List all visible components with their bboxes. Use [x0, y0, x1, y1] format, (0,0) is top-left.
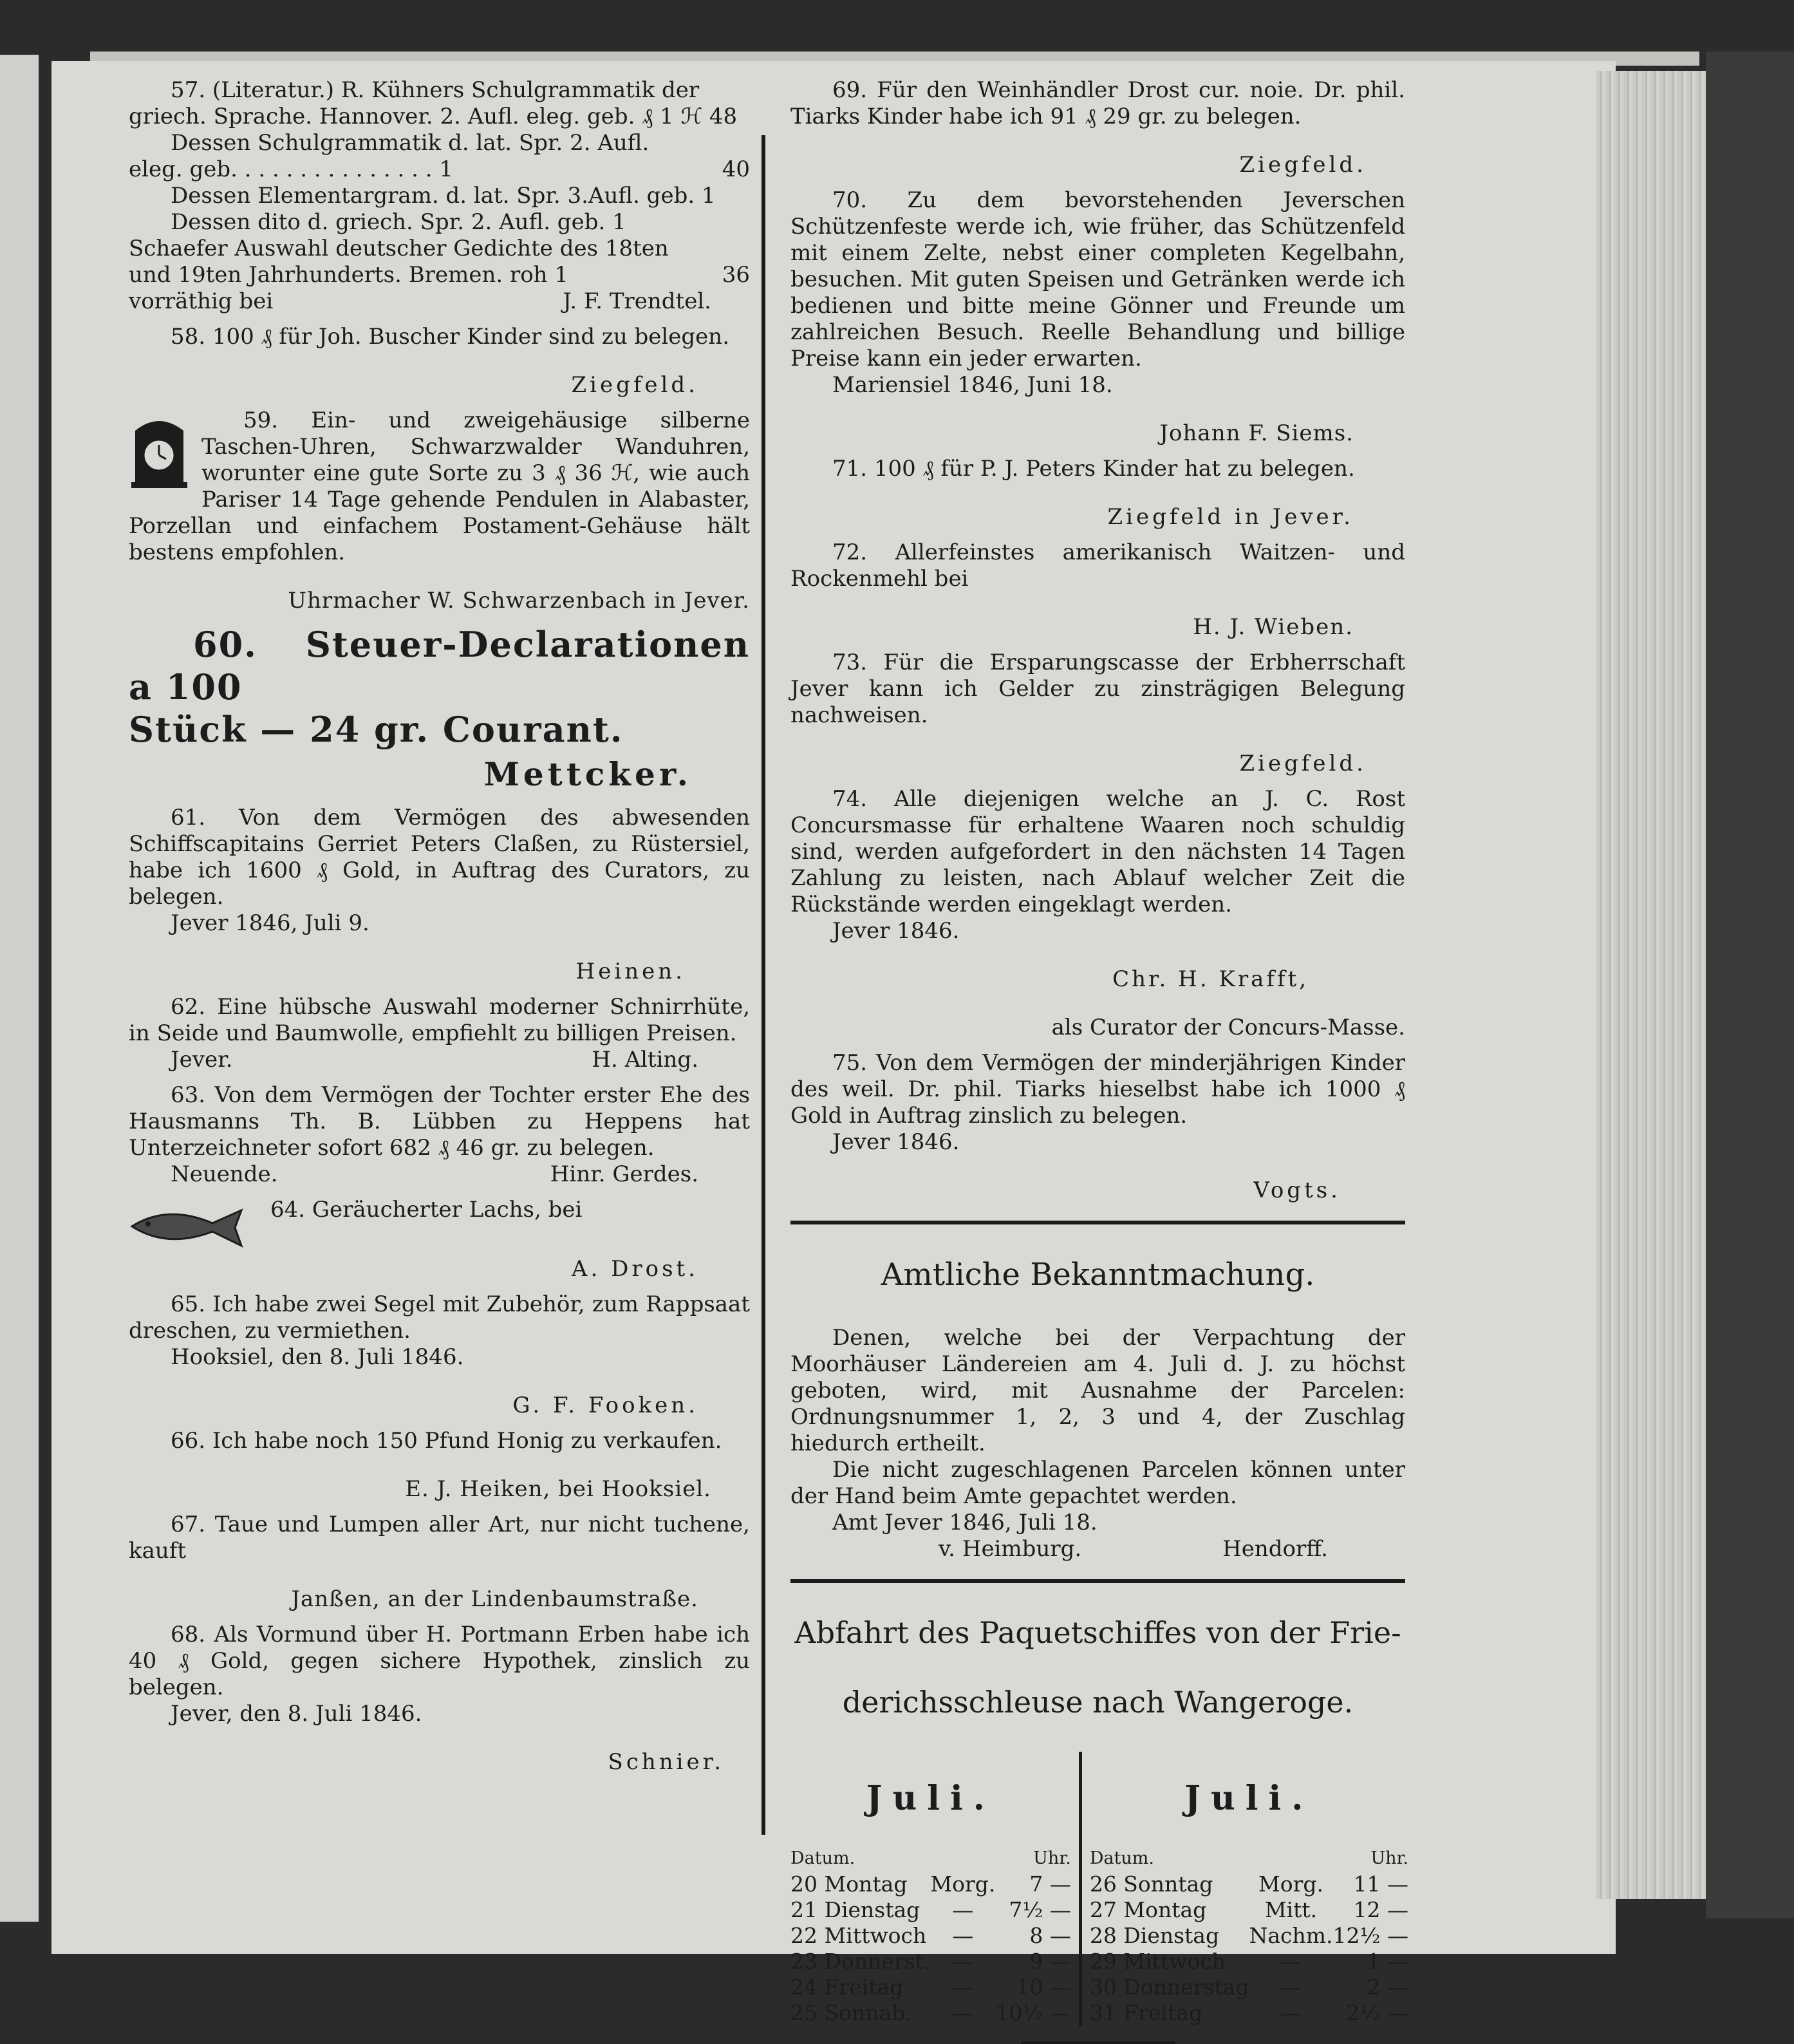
schedule-cell-tod: — [1280, 1949, 1302, 1974]
schedule-cell-hour: 12½ — [1332, 1923, 1408, 1948]
schedule-title: Abfahrt des Paquetschiffes von der Frie- [794, 1615, 1401, 1650]
schedule-cell-tod: — [952, 1923, 974, 1948]
schedule-row [790, 2000, 1071, 2026]
ad-72: 72. Allerfeinstes amerikanisch Waitzen- und Rockenmehl bei H. J. Wieben. [790, 539, 1405, 640]
schedule-row [1090, 1897, 1408, 1923]
schedule-cell-hour: 2 — [1367, 1974, 1408, 2000]
schedule-row [1090, 1949, 1408, 1974]
schedule-cell-day: 28 Dienstag [1089, 1923, 1220, 1948]
schedule-cell-hour: 12 — [1353, 1897, 1408, 1922]
ad-59: 59. Ein- und zweigehäusige silberne Taschen-Uhren, Schwarzwalder Wanduhren, worunter eine gute Sorte zu 3 ₰ 36 ℋ, wie auch Pariser 14 Tage gehende Pendulen in Alabaster, Porzellan und einfachem Postament-Gehäuse hält bestens empfohlen. Uhrmacher W. Schwarzenbach in Jever. [129, 408, 750, 614]
schedule-cell-day: 26 Sonntag [1089, 1871, 1213, 1897]
schedule-cell-tod: — [952, 2000, 974, 2025]
schedule-cell-day: 29 Mittwoch [1089, 1949, 1226, 1974]
ad-75: 75. Von dem Vermögen der minderjährigen Kinder des weil. Dr. phil. Tiarks hieselbst habe ich 1000 ₰ Gold in Auftrag zinslich zu belegen. Jever 1846. Vogts. [790, 1050, 1405, 1203]
schedule-cell-day: 24 Freitag [790, 1974, 904, 2000]
ad-73: 73. Für die Ersparungscasse der Erbherrschaft Jever kann ich Gelder zu zinsträgigen Belegung nachweisen. Ziegfeld. [790, 650, 1405, 776]
schedule-cell-hour: 1 — [1367, 1949, 1408, 1974]
schedule-cell-day: 21 Dienstag [790, 1897, 920, 1922]
schedule-row [790, 1974, 1071, 2000]
schedule-cell-hour: 11 — [1353, 1871, 1408, 1897]
schedule-cell-tod: — [1280, 1974, 1302, 2000]
schedule-cell-day: 25 Sonnab. [790, 2000, 912, 2025]
section-divider [790, 1579, 1405, 1583]
schedule-row [1090, 2000, 1408, 2026]
schedule-cell-day: 30 Donnerstag [1089, 1974, 1249, 2000]
schedule-row [1090, 1871, 1408, 1897]
schedule-cell-tod: Nachm. [1249, 1923, 1333, 1948]
schedule-cell-tod: Morg. [930, 1871, 996, 1897]
right-column [790, 77, 1408, 2044]
schedule-cell-hour: 7 — [1029, 1871, 1071, 1897]
schedule-row [1090, 1923, 1408, 1949]
ad-70: 70. Zu dem bevorstehenden Jeverschen Schützenfeste werde ich, wie früher, das Schützenfeld mit einem Zelte, nebst einer completen Kegelbahn, besuchen. Mit guten Speisen und Getränken werde ich bedienen und bitte meine Gönner und Freunde um zahlreichen Besuch. Reelle Behandlung und billige Preise kann ein jeder erwarten. Mariensiel 1846, Juni 18. Johann F. Siems. [790, 187, 1405, 446]
ad-74: 74. Alle diejenigen welche an J. C. Rost Concursmasse für erhaltene Waaren noch schuldig sind, werden aufgefordert in den nächsten 14 Tagen Zahlung zu leisten, nach Ablauf welcher Zeit die Rückstände werden eingeklagt werden. Jever 1846. Chr. H. Krafft, als Curator der Concurs-Masse. [790, 786, 1405, 1040]
schedule-cell-day: 22 Mittwoch [790, 1923, 927, 1948]
schedule-cell-day: 27 Montag [1089, 1897, 1207, 1922]
ad-60: 60. Steuer-Declarationen a 100 Stück — 24 gr. Courant. Mettcker. [129, 624, 750, 793]
facing-page-edge [0, 55, 39, 1922]
end-rule [1021, 2041, 1175, 2044]
ad-64: 64. Geräucherter Lachs, bei A. Drost. [129, 1197, 750, 1282]
official-notice: Amtliche Bekanntmachung. Denen, welche bei der Verpachtung der Moorhäuser Ländereien am 4. Juli d. J. zu höchst geboten, wird, mit Ausnahme der Parcelen: Ordnungsnummer 1, 2, 3 und 4, der Zuschlag hiedurch ertheilt. Die nicht zugeschlagenen Parcelen können unter der Hand beim Amte gepachtet werden. Amt Jever 1846, Juli 18. v. Heimburg. Hendorff. [790, 1257, 1405, 1562]
schedule-cell-day: 31 Freitag [1089, 2000, 1203, 2025]
schedule-table-right [1090, 1871, 1408, 2026]
ad-69: 69. Für den Weinhändler Drost cur. noie. Dr. phil. Tiarks Kinder habe ich 91 ₰ 29 gr. zu belegen. Ziegfeld. [790, 77, 1405, 178]
column-rule [762, 135, 765, 1835]
schedule-row [1090, 1974, 1408, 2000]
ad-66: 66. Ich habe noch 150 Pfund Honig zu verkaufen. E. J. Heiken, bei Hooksiel. [171, 1428, 722, 1502]
schedule-cell-hour: 8 — [1029, 1923, 1071, 1948]
schedule-cell-tod: — [952, 1974, 974, 2000]
book-cover-edge [1706, 52, 1794, 1918]
ship-schedule: Abfahrt des Paquetschiffes von der Frie- derichsschleuse nach Wangeroge. Juli. Datum. Uhr. 20 Montag Morg. 7 — 21 Dienstag — 7½ — 22 Mittwoch — 8 — 23 Donnerst. — 9 — 24 Freitag — 10 — 25 Sonnab. — 10½ — Juli. Datum. Uhr. 26 Sonntag Morg. 11 — 27 Montag Mitt. 12 — 28 Dienstag Nachm. 12½ — 29 Mittwoch — 1 — 30 Donnerstag — 2 — 31 Freitag — 2½ — [790, 1613, 1405, 2044]
schedule-row [790, 1923, 1071, 1949]
schedule-cell-hour: 9 — [1029, 1949, 1071, 1974]
page-stack-edges [1596, 71, 1706, 1899]
schedule-cell-hour: 7½ — [1009, 1897, 1071, 1922]
schedule-cell-tod: — [1280, 2000, 1302, 2025]
schedule-row [790, 1871, 1071, 1897]
schedule-left: Juli. Datum. Uhr. 20 Montag Morg. 7 — 21 Dienstag — 7½ — 22 Mittwoch — 8 — 23 Donnerst. — 9 — 24 Freitag — 10 — 25 Sonnab. — 10½ — [790, 1752, 1082, 2026]
fish-icon [129, 1201, 245, 1252]
ad-62: 62. Eine hübsche Auswahl moderner Schnirrhüte, in Seide und Baumwolle, empfiehlt zu billigen Preisen. Jever. H. Alting. [129, 994, 750, 1073]
section-divider [790, 1221, 1405, 1224]
schedule-cell-day: 23 Donnerst. [790, 1949, 931, 1974]
ad-68: 68. Als Vormund über H. Portmann Erben habe ich 40 ₰ Gold, gegen sichere Hypothek, zinslich zu belegen. Jever, den 8. Juli 1846. Schnier. [129, 1622, 750, 1775]
clock-icon [129, 411, 190, 489]
schedule-cell-hour: 2½ — [1346, 2000, 1408, 2025]
ad-61: 61. Von dem Vermögen des abwesenden Schiffscapitains Gerriet Peters Claßen, zu Rüstersiel, habe ich 1600 ₰ Gold, in Auftrag des Curators, zu belegen. Jever 1846, Juli 9. Heinen. [129, 805, 750, 984]
schedule-row [790, 1897, 1071, 1923]
schedule-cell-tod: — [952, 1949, 974, 1974]
schedule-cell-day: 20 Montag [790, 1871, 908, 1897]
ad-65: 65. Ich habe zwei Segel mit Zubehör, zum Rappsaat dreschen, zu vermiethen. Hooksiel, den 8. Juli 1846. G. F. Fooken. [129, 1291, 750, 1418]
ad-57: 57. (Literatur.) R. Kühners Schulgrammatik der griech. Sprache. Hannover. 2. Aufl. eleg. geb. ₰ 1 ℋ 48 Dessen Schulgrammatik d. lat. Spr. 2. Aufl. eleg. geb. . . . . . . . . . . . . . . 1 40 Dessen Elementargram. d. lat. Spr. 3.Aufl. geb. 1 Dessen dito d. griech. Spr. 2. Aufl. geb. 1 Schaefer Auswahl deutscher Gedichte des 18ten und 19ten Jahrhunderts. Bremen. roh 1 36 vorräthig bei J. F. Trendtel. [129, 77, 750, 314]
ad-67: 67. Taue und Lumpen aller Art, nur nicht tuchene, kauft Janßen, an der Lindenbaumstraße. [129, 1512, 750, 1612]
ad-58: 58. 100 ₰ für Joh. Buscher Kinder sind zu belegen. Ziegfeld. [171, 324, 729, 398]
schedule-cell-tod: — [952, 1897, 974, 1922]
schedule-table-left [790, 1871, 1071, 2026]
notice-title: Amtliche Bekanntmachung. [881, 1257, 1315, 1293]
left-column [129, 77, 750, 1785]
schedule-cell-hour: 10 — [1016, 1974, 1071, 2000]
ad-63: 63. Von dem Vermögen der Tochter erster Ehe des Hausmanns Th. B. Lübben zu Heppens hat Unterzeichneter sofort 682 ₰ 46 gr. zu belegen. Neuende. Hinr. Gerdes. [129, 1082, 750, 1187]
schedule-row [790, 1949, 1071, 1974]
schedule-cell-hour: 10½ — [995, 2000, 1071, 2025]
ad-71: 71. 100 ₰ für P. J. Peters Kinder hat zu belegen. Ziegfeld in Jever. [832, 456, 1355, 530]
schedule-cell-tod: Morg. [1258, 1871, 1324, 1897]
schedule-cell-tod: Mitt. [1264, 1897, 1318, 1922]
schedule-right: Juli. Datum. Uhr. 26 Sonntag Morg. 11 — 27 Montag Mitt. 12 — 28 Dienstag Nachm. 12½ — 29 Mittwoch — 1 — 30 Donnerstag — 2 — 31 Freitag — 2½ — [1089, 1779, 1408, 2025]
